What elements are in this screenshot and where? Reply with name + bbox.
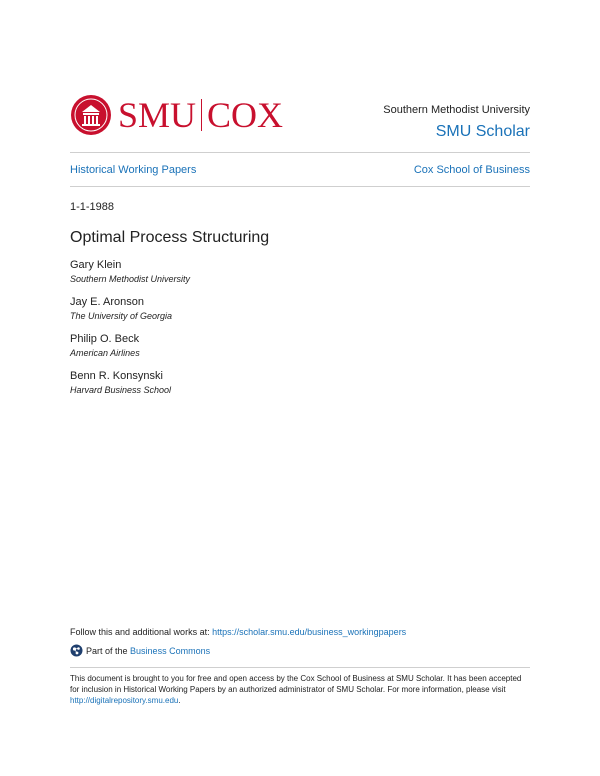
author-entry	[70, 295, 172, 322]
author-affiliation: Southern Methodist University	[70, 274, 191, 284]
author-name: Gary Klein	[70, 259, 122, 271]
part-of-line	[70, 644, 210, 657]
header-divider	[70, 152, 530, 153]
author-entry	[70, 258, 190, 285]
follow-line	[70, 627, 406, 637]
follow-text: Follow this and additional works at:	[70, 627, 213, 637]
paper-title: Optimal Process Structuring	[70, 229, 270, 246]
author-affiliation: American Airlines	[70, 348, 140, 358]
author-affiliation: The University of Georgia	[70, 311, 173, 321]
smu-cox-logo[interactable]	[70, 92, 283, 138]
author-name: Philip O. Beck	[70, 333, 140, 345]
logo-divider	[201, 99, 202, 131]
logo-smu-text: SMU	[118, 95, 197, 135]
smu-seal-icon	[70, 94, 112, 136]
logo-wordmark	[118, 92, 283, 138]
nav-divider	[70, 186, 530, 187]
repository-link[interactable]: SMU Scholar	[435, 123, 530, 140]
author-entry	[70, 369, 171, 396]
access-notice	[70, 673, 530, 706]
network-commons-icon	[70, 644, 83, 657]
logo-cox-text: COX	[207, 95, 284, 135]
author-name: Jay E. Aronson	[70, 296, 144, 308]
institution-block	[383, 103, 530, 143]
author-affiliation: Harvard Business School	[70, 385, 172, 395]
repository-url-link[interactable]: http://digitalrepository.smu.edu	[70, 696, 179, 705]
part-of-text: Part of the	[86, 645, 128, 656]
notice-text: This document is brought to you for free and open access by the Cox School of Business at SMU Scholar. It has been accepted for inclusion in Historical Working Papers by an authorized administrator of SMU Scholar. For more information, please visit	[70, 674, 522, 694]
business-commons-link[interactable]: Business Commons	[130, 645, 211, 656]
author-name: Benn R. Konsynski	[70, 370, 163, 382]
follow-link[interactable]: https://scholar.smu.edu/business_workingpapers	[212, 627, 407, 637]
notice-end: .	[178, 696, 181, 705]
author-entry	[70, 332, 140, 359]
footer-divider	[70, 667, 530, 668]
institution-name: Southern Methodist University	[383, 104, 530, 116]
publication-date: 1-1-1988	[70, 201, 115, 213]
school-link[interactable]: Cox School of Business	[413, 164, 530, 176]
collection-link[interactable]: Historical Working Papers	[70, 164, 197, 176]
